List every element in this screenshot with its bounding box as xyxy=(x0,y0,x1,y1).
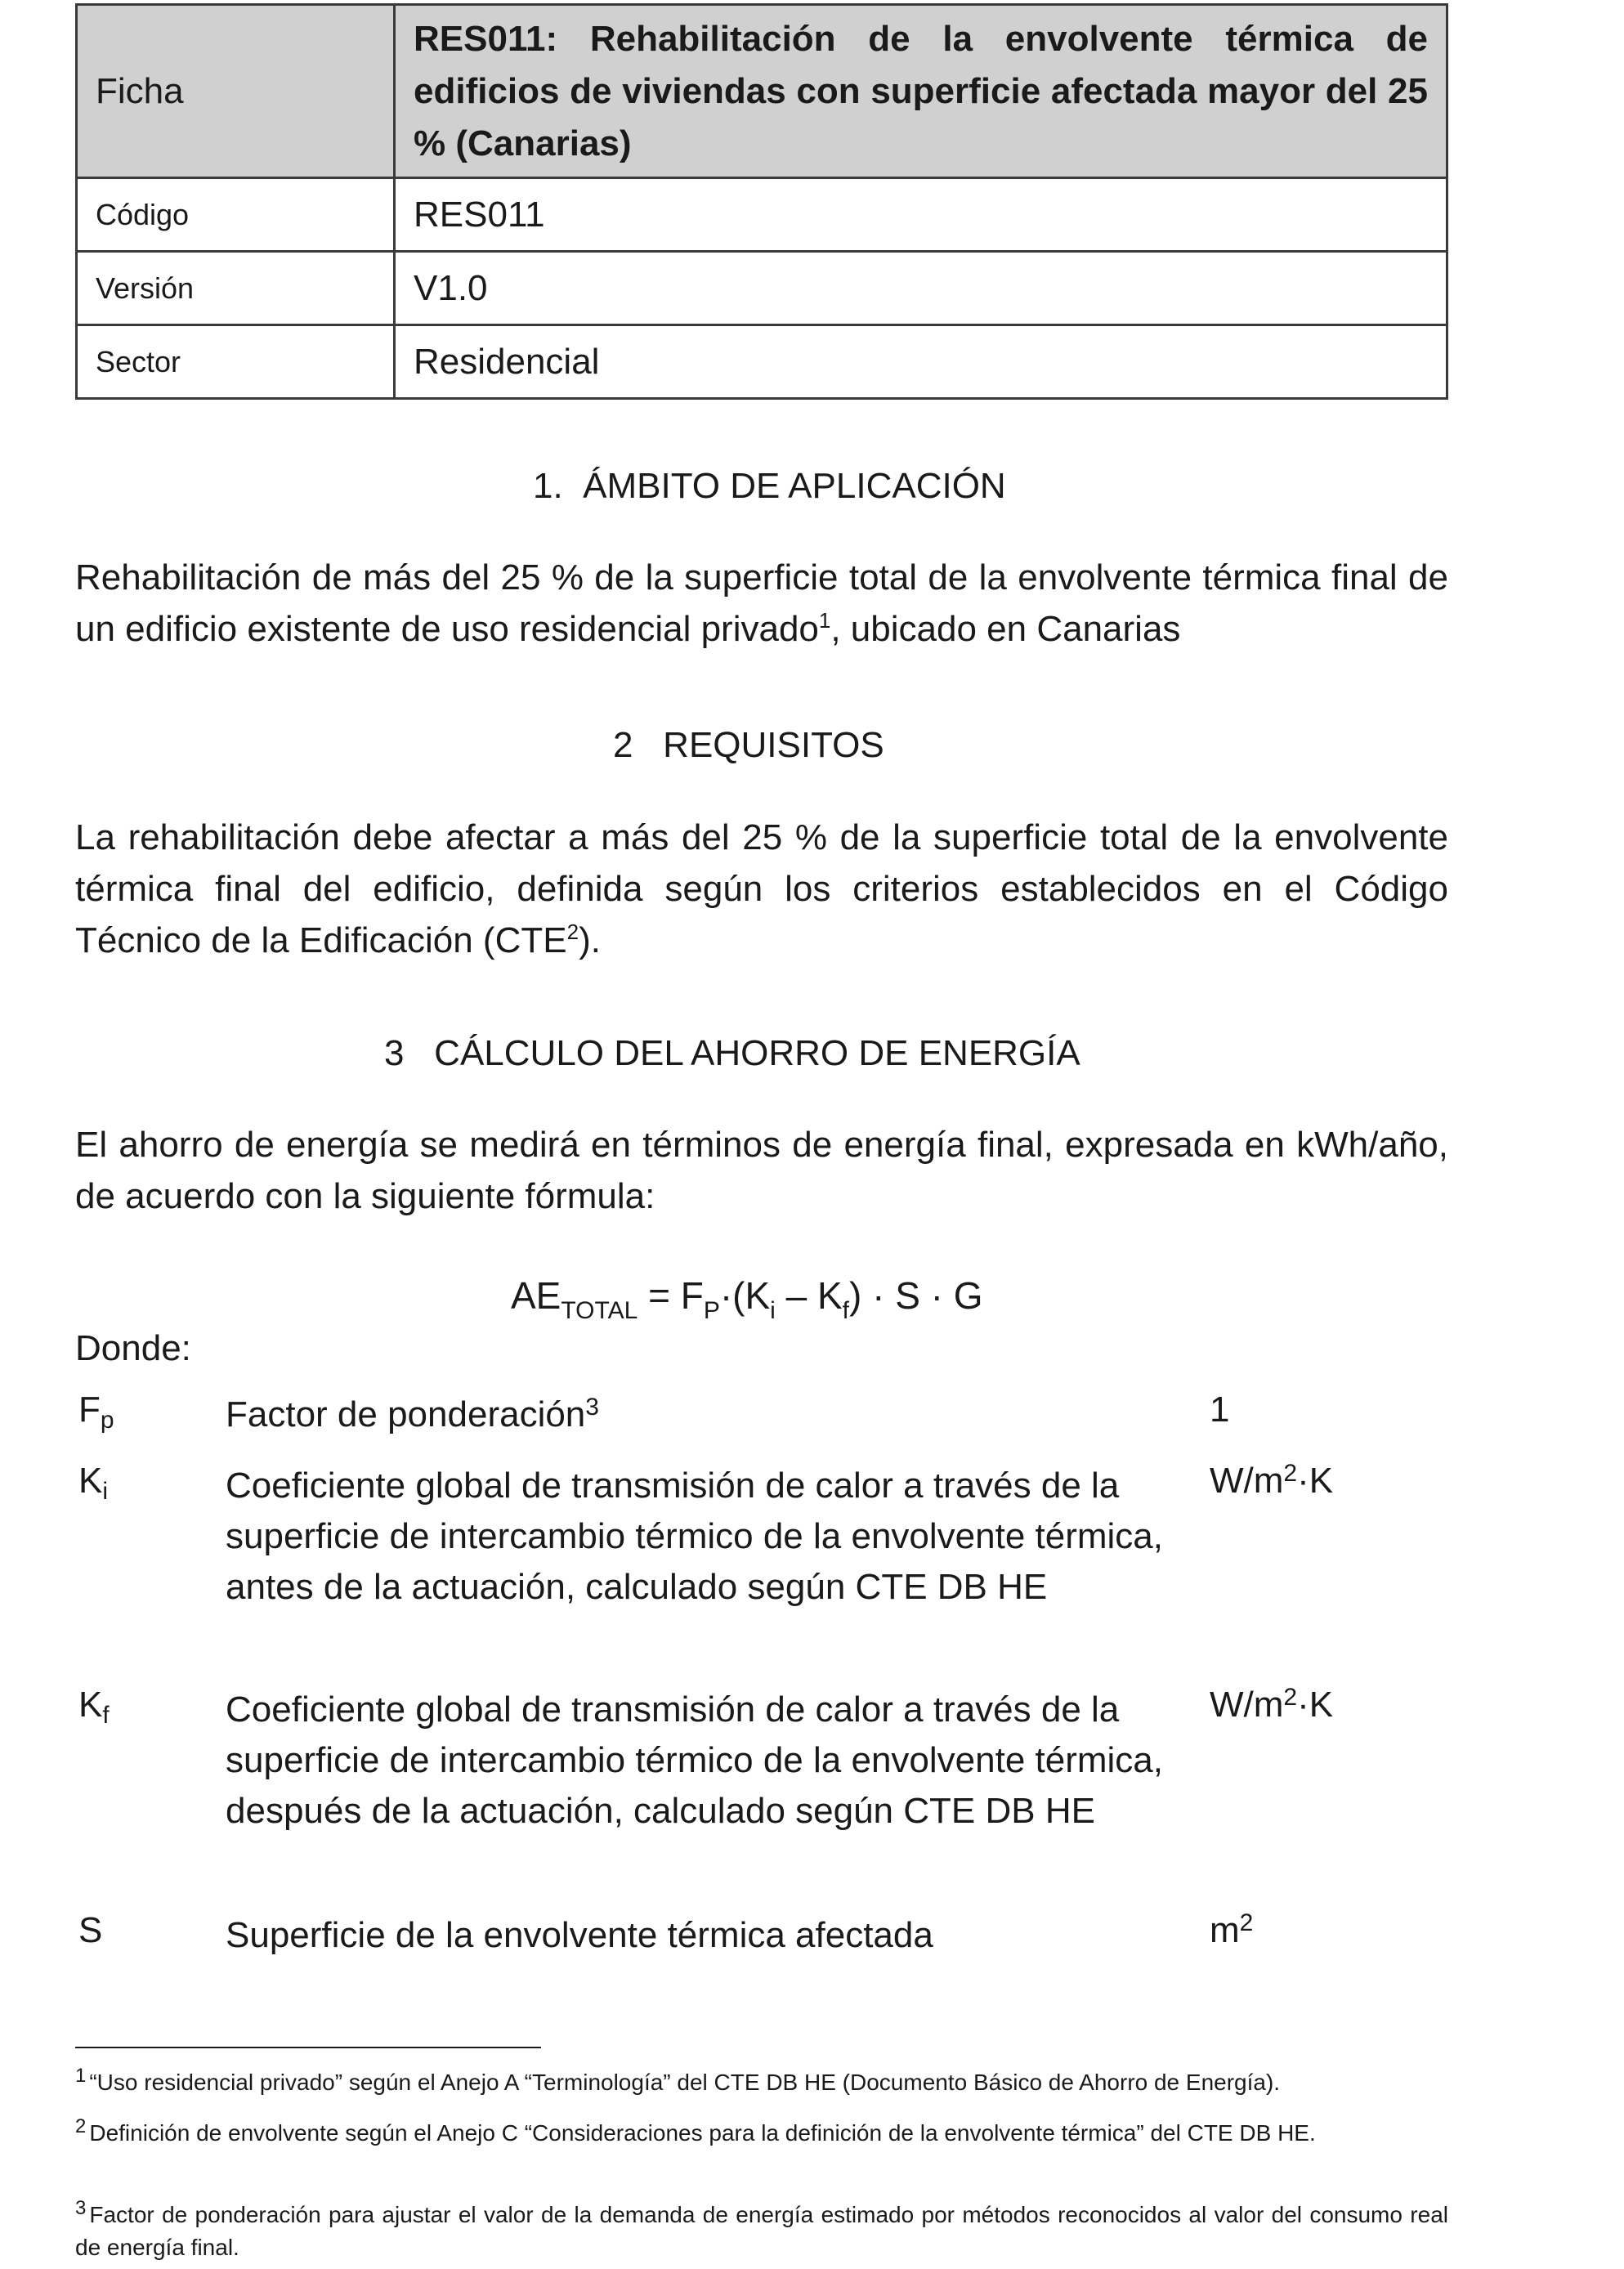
version-value: V1.0 xyxy=(395,252,1447,325)
variable-symbol-sub: f xyxy=(102,1702,110,1729)
footnote-ref-2[interactable]: 2 xyxy=(566,920,579,944)
variable-symbol-sub: i xyxy=(102,1478,109,1505)
section-1-heading xyxy=(533,466,1006,507)
variable-symbol-letter: S xyxy=(78,1910,103,1950)
section-2-heading xyxy=(613,725,884,766)
formula-kf-sub: f xyxy=(842,1297,850,1324)
variable-unit xyxy=(1210,1685,1333,1725)
donde-label: Donde: xyxy=(75,1328,191,1368)
footnote-divider xyxy=(75,2047,541,2048)
version-row xyxy=(77,252,1447,325)
footnote-ref-3[interactable]: 3 xyxy=(585,1394,599,1421)
variable-symbol xyxy=(78,1390,114,1434)
variable-description-text: Factor de ponderación xyxy=(226,1394,586,1434)
variable-unit-sup: 2 xyxy=(1283,1460,1298,1487)
variable-unit-text: m xyxy=(1210,1910,1240,1950)
footnote-text: Factor de ponderación para ajustar el valor de la demanda de energía estimado por métodos reconocidos al valor del consumo real de energía final. xyxy=(75,2202,1448,2260)
footnote-2 xyxy=(75,2117,1448,2150)
footnote-number: 1 xyxy=(75,2065,87,2087)
variable-unit-text: W/m xyxy=(1210,1685,1284,1725)
codigo-label: Código xyxy=(77,178,395,252)
variable-description xyxy=(226,1390,1190,1440)
codigo-value: RES011 xyxy=(395,178,1447,252)
energy-savings-formula xyxy=(511,1273,983,1324)
footnote-3 xyxy=(75,2199,1448,2264)
variable-symbol-sub: p xyxy=(100,1407,114,1434)
section-1-title: ÁMBITO DE APLICACIÓN xyxy=(583,466,1006,506)
section-1-text-a: Rehabilitación de más del 25 % de la superficie total de la envolvente térmica final de un edificio existente de uso residencial privado xyxy=(75,557,1448,649)
section-2-text-b: ). xyxy=(579,920,601,960)
section-3-title: CÁLCULO DEL AHORRO DE ENERGÍA xyxy=(434,1033,1080,1073)
section-3-paragraph: El ahorro de energía se medirá en términos de energía final, expresada en kWh/año, de acuerdo con la siguiente fórmula: xyxy=(75,1125,1448,1216)
section-2-text-a: La rehabilitación debe afectar a más del 25 % de la superficie total de la envolvente térmica final del edificio, definida según los criterios establecidos en el Código Técnico de la Edificación (CTE xyxy=(75,817,1448,960)
formula-kf: – K xyxy=(775,1274,843,1317)
footnote-1 xyxy=(75,2066,1448,2099)
section-2-paragraph xyxy=(75,812,1448,966)
section-1-paragraph xyxy=(75,552,1448,655)
ficha-row xyxy=(77,5,1447,178)
variable-symbol-letter: F xyxy=(78,1390,101,1430)
formula-tail: ) · S · G xyxy=(849,1274,983,1317)
formula-ae: AE xyxy=(511,1274,561,1317)
footnote-number: 3 xyxy=(75,2197,87,2219)
variable-unit xyxy=(1210,1910,1253,1951)
footnote-text: “Uso residencial privado” según el Anejo A “Terminología” del CTE DB HE (Documento Básico de Ahorro de Energía). xyxy=(89,2070,1281,2095)
footnote-ref-1[interactable]: 1 xyxy=(818,608,831,633)
section-2-number: 2 xyxy=(613,725,633,765)
section-2-title: REQUISITOS xyxy=(663,725,884,765)
variable-symbol xyxy=(78,1461,109,1505)
section-3-heading xyxy=(384,1033,1080,1074)
footnote-text: Definición de envolvente según el Anejo C “Consideraciones para la definición de la envolvente térmica” del CTE DB HE. xyxy=(89,2120,1316,2146)
section-3-number: 3 xyxy=(384,1033,405,1073)
section-1-text-b: , ubicado en Canarias xyxy=(830,609,1181,649)
formula-fp-sub: P xyxy=(703,1297,720,1324)
codigo-row xyxy=(77,178,1447,252)
footnote-number: 2 xyxy=(75,2115,87,2137)
variable-unit-sup: 2 xyxy=(1239,1909,1254,1936)
variable-description: Coeficiente global de transmisión de calor a través de la superficie de intercambio térmico de la envolvente térmica, después de la actuación, calculado según CTE DB HE xyxy=(226,1689,1163,1831)
variable-unit-text: 1 xyxy=(1210,1390,1230,1430)
sector-value: Residencial xyxy=(395,325,1447,399)
variable-unit-sup: 2 xyxy=(1283,1684,1298,1711)
ficha-table xyxy=(75,3,1448,400)
variable-symbol xyxy=(78,1685,110,1729)
section-1-number: 1. xyxy=(533,466,563,506)
sector-row xyxy=(77,325,1447,399)
variable-symbol xyxy=(78,1910,102,1951)
formula-ki-sub: i xyxy=(770,1297,776,1324)
ficha-title: RES011: Rehabilitación de la envolvente térmica de edificios de viviendas con superficie afectada mayor del 25 % (Canarias) xyxy=(395,5,1447,178)
formula-ki: ·(K xyxy=(719,1274,771,1317)
variable-unit-tail: ·K xyxy=(1297,1461,1334,1501)
variable-unit-text: W/m xyxy=(1210,1461,1284,1501)
formula-fp: = F xyxy=(638,1274,704,1317)
sector-label: Sector xyxy=(77,325,395,399)
variable-unit xyxy=(1210,1461,1333,1501)
variable-symbol-letter: K xyxy=(78,1461,103,1501)
variable-description: Coeficiente global de transmisión de calor a través de la superficie de intercambio térmico de la envolvente térmica, antes de la actuación, calculado según CTE DB HE xyxy=(226,1466,1163,1607)
variable-unit-tail: ·K xyxy=(1297,1685,1334,1725)
ficha-label: Ficha xyxy=(77,5,395,178)
formula-ae-sub: TOTAL xyxy=(561,1297,638,1324)
variable-unit xyxy=(1210,1390,1229,1430)
version-label: Versión xyxy=(77,252,395,325)
variable-symbol-letter: K xyxy=(78,1685,103,1725)
variable-description: Superficie de la envolvente térmica afectada xyxy=(226,1915,933,1955)
